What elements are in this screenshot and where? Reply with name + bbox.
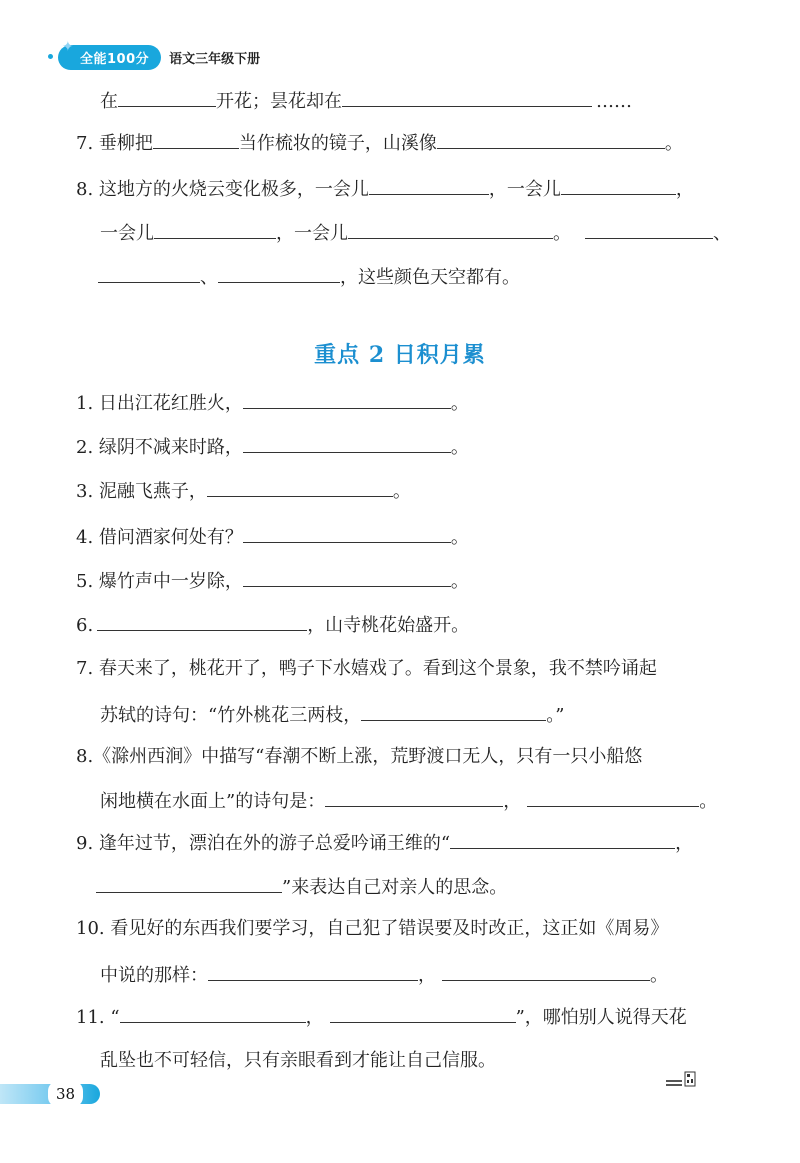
item-9-line-2 — [96, 872, 507, 903]
item-7-line-1 — [76, 654, 657, 684]
brand-badge — [58, 38, 161, 70]
answer-blank[interactable] — [208, 960, 418, 981]
answer-blank[interactable] — [325, 786, 503, 807]
answer-blank[interactable] — [96, 872, 282, 893]
qr-code-icon — [666, 1070, 696, 1088]
text-segment: ， — [305, 1007, 324, 1028]
question-8-line-3 — [98, 262, 520, 293]
answer-blank[interactable] — [527, 786, 699, 807]
text-segment: 开花；昙花却在 — [216, 91, 342, 112]
star-icon: ✦ — [62, 38, 75, 55]
item-8-line-2 — [100, 786, 717, 817]
answer-blank[interactable] — [120, 1002, 306, 1023]
text-segment: 。” — [546, 705, 565, 726]
text-segment: 6. — [76, 615, 94, 636]
text-segment: 2. 绿阴不减来时路， — [76, 437, 243, 458]
text-segment: 当作梳妆的镜子，山溪像 — [238, 133, 437, 154]
text-segment: 7. 垂柳把 — [76, 133, 153, 154]
text-segment: 10. 看见好的东西我们要学习，自己犯了错误要及时改正，这正如《周易》 — [76, 918, 669, 939]
item-4 — [76, 522, 469, 553]
question-7-line — [76, 128, 683, 159]
text-segment: ， — [418, 965, 436, 986]
answer-blank[interactable] — [348, 218, 553, 239]
item-10-line-2 — [100, 960, 668, 991]
text-segment: ， — [675, 179, 694, 200]
item-11-line-1 — [76, 1002, 687, 1033]
question-8-line-2 — [100, 218, 731, 249]
dot-icon — [48, 54, 53, 59]
text-segment: ， — [503, 791, 522, 812]
text-segment: 。 — [650, 965, 668, 986]
text-segment: 乱坠也不可轻信，只有亲眼看到才能让自己信服。 — [100, 1050, 496, 1071]
item-7-line-2 — [100, 700, 564, 731]
answer-blank[interactable] — [243, 522, 451, 543]
text-segment: ，山寺桃花始盛开。 — [307, 615, 470, 636]
answer-blank[interactable] — [361, 700, 546, 721]
book-header — [58, 38, 261, 70]
item-2 — [76, 432, 469, 463]
item-3 — [76, 476, 411, 507]
text-segment: ，一会儿 — [488, 179, 561, 200]
answer-blank[interactable] — [585, 218, 713, 239]
text-segment: …… — [596, 91, 632, 112]
answer-blank[interactable] — [118, 86, 216, 107]
text-segment: 。 — [450, 437, 469, 458]
text-segment: 。 — [392, 481, 411, 502]
item-9-line-1 — [76, 828, 693, 859]
answer-blank[interactable] — [98, 262, 200, 283]
text-segment: 9. 逢年过节，漂泊在外的游子总爱吟诵王维的“ — [76, 833, 451, 854]
text-segment: 。 — [450, 393, 469, 414]
text-segment: 在 — [100, 91, 118, 112]
text-segment: 、 — [713, 223, 731, 244]
text-segment: 。 — [450, 571, 469, 592]
question-8-line-1 — [76, 174, 694, 205]
text-segment: 4. 借问酒家何处有？ — [76, 527, 243, 548]
answer-blank[interactable] — [442, 960, 650, 981]
answer-blank[interactable] — [330, 1002, 516, 1023]
text-segment: 、 — [200, 267, 218, 288]
text-segment: 8. 这地方的火烧云变化极多，一会儿 — [76, 179, 369, 200]
answer-blank[interactable] — [450, 828, 675, 849]
answer-blank[interactable] — [218, 262, 340, 283]
text-segment: 7. 春天来了，桃花开了，鸭子下水嬉戏了。看到这个景象，我不禁吟诵起 — [76, 658, 657, 679]
page-number: 38 — [48, 1081, 83, 1107]
answer-blank[interactable] — [243, 566, 451, 587]
text-segment: ”，哪怕别人说得天花 — [515, 1007, 687, 1028]
text-segment: 。 — [450, 527, 469, 548]
text-line-0 — [100, 86, 632, 117]
text-segment: 闲地横在水面上”的诗句是： — [100, 791, 326, 812]
text-segment: 3. 泥融飞燕子， — [76, 481, 207, 502]
item-5 — [76, 566, 469, 597]
answer-blank[interactable] — [561, 174, 676, 195]
text-segment: 。 — [699, 791, 718, 812]
answer-blank[interactable] — [342, 86, 592, 107]
text-segment: 11. “ — [76, 1007, 120, 1028]
answer-blank[interactable] — [207, 476, 393, 497]
answer-blank[interactable] — [243, 388, 451, 409]
text-segment: ，一会儿 — [276, 223, 348, 244]
text-segment: 1. 日出江花红胜火， — [76, 393, 243, 414]
text-segment: 。 — [553, 223, 571, 244]
text-segment: 苏轼的诗句：“竹外桃花三两枝， — [100, 705, 362, 726]
answer-blank[interactable] — [153, 128, 239, 149]
answer-blank[interactable] — [243, 432, 451, 453]
text-segment: 中说的那样： — [100, 965, 208, 986]
brand-label: 全能100分 — [80, 51, 150, 67]
text-segment: 。 — [664, 133, 683, 154]
text-segment: ，这些颜色天空都有。 — [340, 267, 520, 288]
section-title: 重点 2 日积月累 — [314, 342, 486, 368]
item-11-line-2 — [100, 1046, 496, 1076]
text-segment: ， — [675, 833, 694, 854]
answer-blank[interactable] — [369, 174, 489, 195]
text-segment: 一会儿 — [100, 223, 154, 244]
item-10-line-1 — [76, 914, 668, 944]
answer-blank[interactable] — [97, 610, 307, 631]
answer-blank[interactable] — [437, 128, 665, 149]
text-segment: 8.《滁州西涧》中描写“春潮不断上涨，荒野渡口无人，只有一只小船悠 — [76, 746, 643, 767]
page-footer — [0, 1081, 120, 1107]
text-segment: 5. 爆竹声中一岁除， — [76, 571, 243, 592]
answer-blank[interactable] — [154, 218, 276, 239]
book-title: 语文三年级下册 — [169, 51, 261, 67]
item-8-line-1 — [76, 742, 642, 772]
item-1 — [76, 388, 469, 419]
text-segment: ”来表达自己对亲人的思念。 — [282, 877, 508, 898]
item-6 — [76, 610, 469, 641]
